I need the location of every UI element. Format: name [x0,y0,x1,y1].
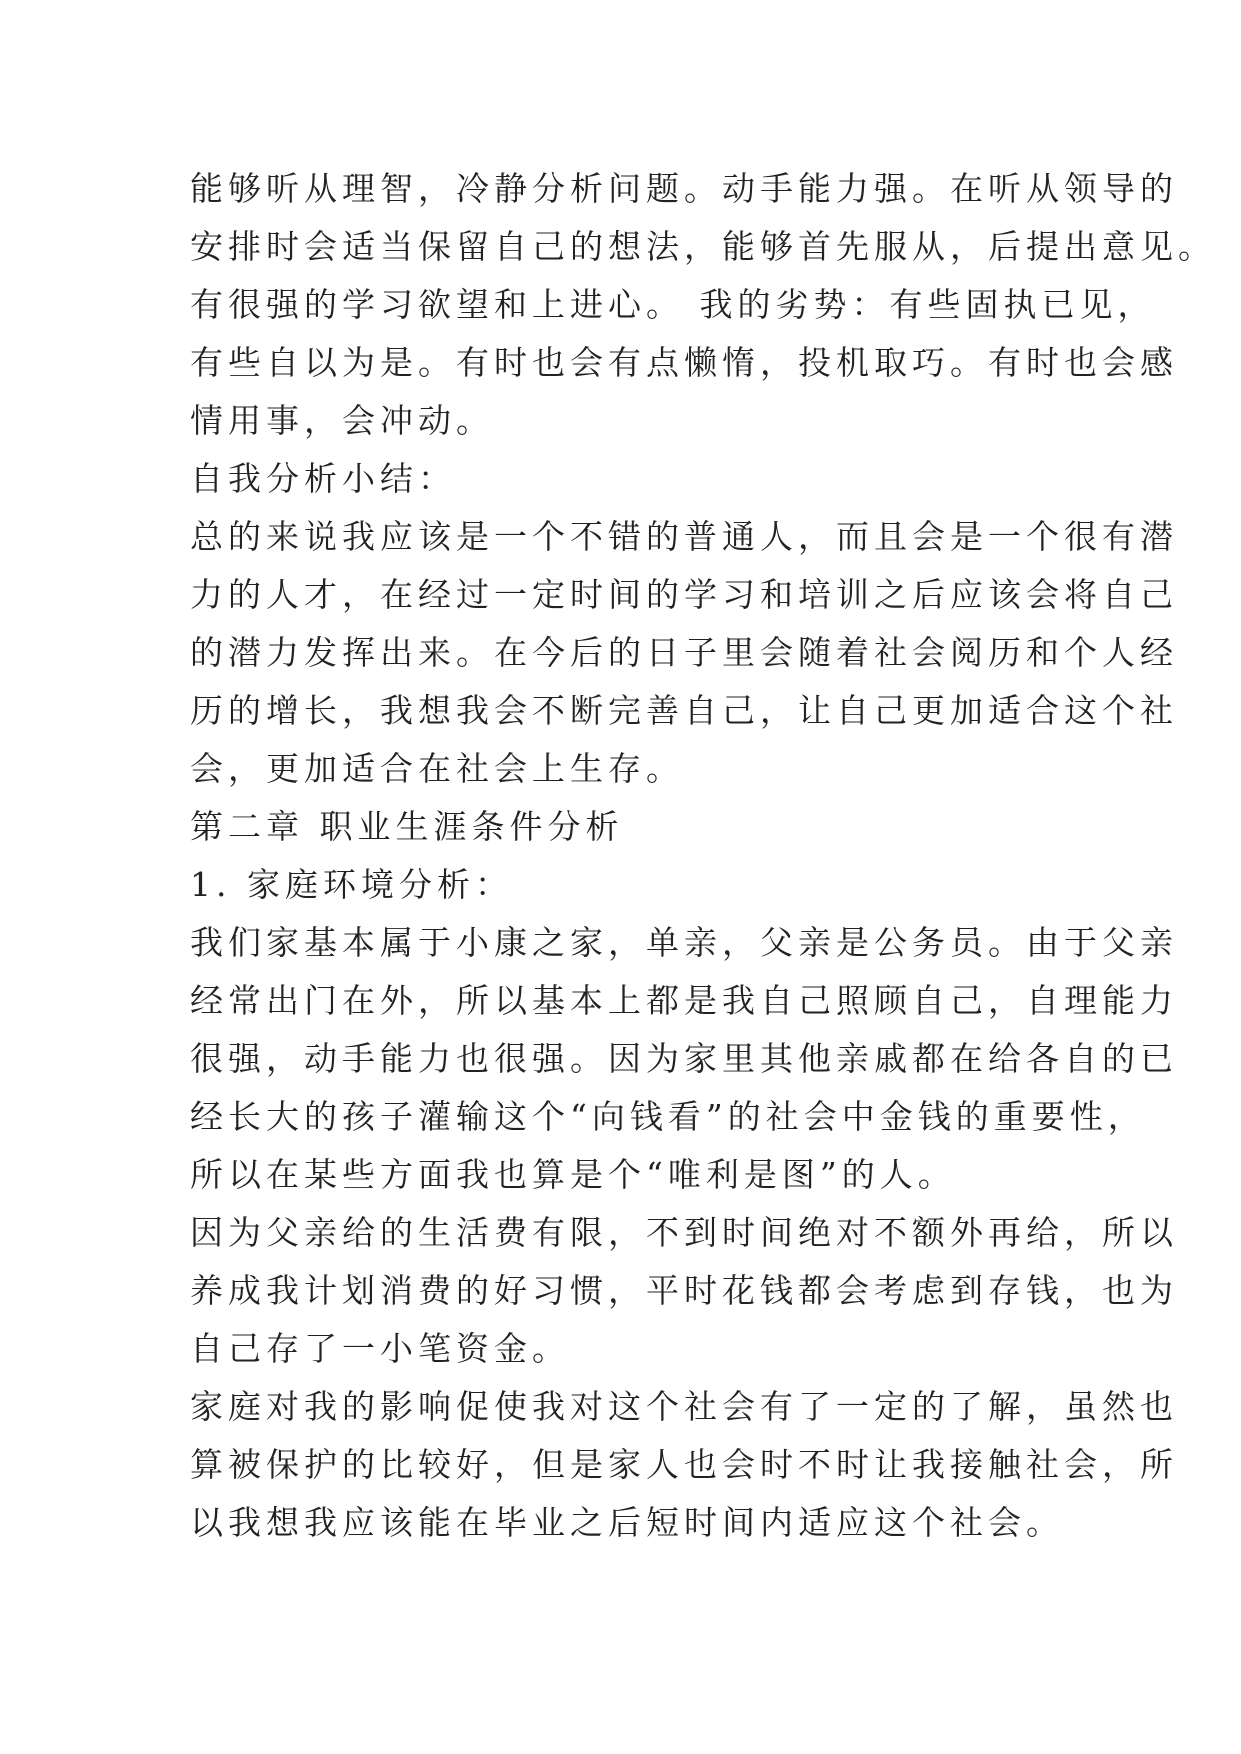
text-line: 能够听从理智，冷静分析问题。动手能力强。在听从领导的 [190,169,1178,208]
text-line: 力的人才，在经过一定时间的学习和培训之后应该会将自己 [190,575,1178,614]
text-line: 养成我计划消费的好习惯，平时花钱都会考虑到存钱，也为 [190,1271,1178,1310]
text-line: 算被保护的比较好，但是家人也会时不时让我接触社会，所 [190,1445,1178,1484]
text-line: 经常出门在外，所以基本上都是我自己照顾自己，自理能力 [190,981,1178,1020]
text-line: 的潜力发挥出来。在今后的日子里会随着社会阅历和个人经 [190,633,1178,672]
text-line: 情用事，会冲动。 [190,401,494,440]
section-heading: 1. 家庭环境分析： [190,865,513,904]
text-line: 安排时会适当保留自己的想法，能够首先服从，后提出意见。 [190,227,1216,266]
text-line: 有些自以为是。有时也会有点懒惰，投机取巧。有时也会感 [190,343,1178,382]
text-line: 自己存了一小笔资金。 [190,1329,570,1368]
text-line: 很强，动手能力也很强。因为家里其他亲戚都在给各自的已 [190,1039,1178,1078]
text-line: 家庭对我的影响促使我对这个社会有了一定的了解，虽然也 [190,1387,1178,1426]
text-line: 有很强的学习欲望和上进心。 我的劣势：有些固执已见， [190,285,1156,324]
text-line: 我们家基本属于小康之家，单亲，父亲是公务员。由于父亲 [190,923,1178,962]
document-body [190,160,1216,1552]
section-subtitle: 自我分析小结： [190,459,456,498]
text-line: 所以在某些方面我也算是个“唯利是图”的人。 [190,1155,956,1194]
text-line: 以我想我应该能在毕业之后短时间内适应这个社会。 [190,1503,1064,1542]
text-line: 经长大的孩子灌输这个“向钱看”的社会中金钱的重要性， [190,1097,1146,1136]
text-line: 因为父亲给的生活费有限，不到时间绝对不额外再给，所以 [190,1213,1178,1252]
chapter-heading: 第二章 职业生涯条件分析 [190,807,624,846]
text-line: 会，更加适合在社会上生存。 [190,749,684,788]
text-line: 总的来说我应该是一个不错的普通人，而且会是一个很有潜 [190,517,1178,556]
text-line: 历的增长，我想我会不断完善自己，让自己更加适合这个社 [190,691,1178,730]
